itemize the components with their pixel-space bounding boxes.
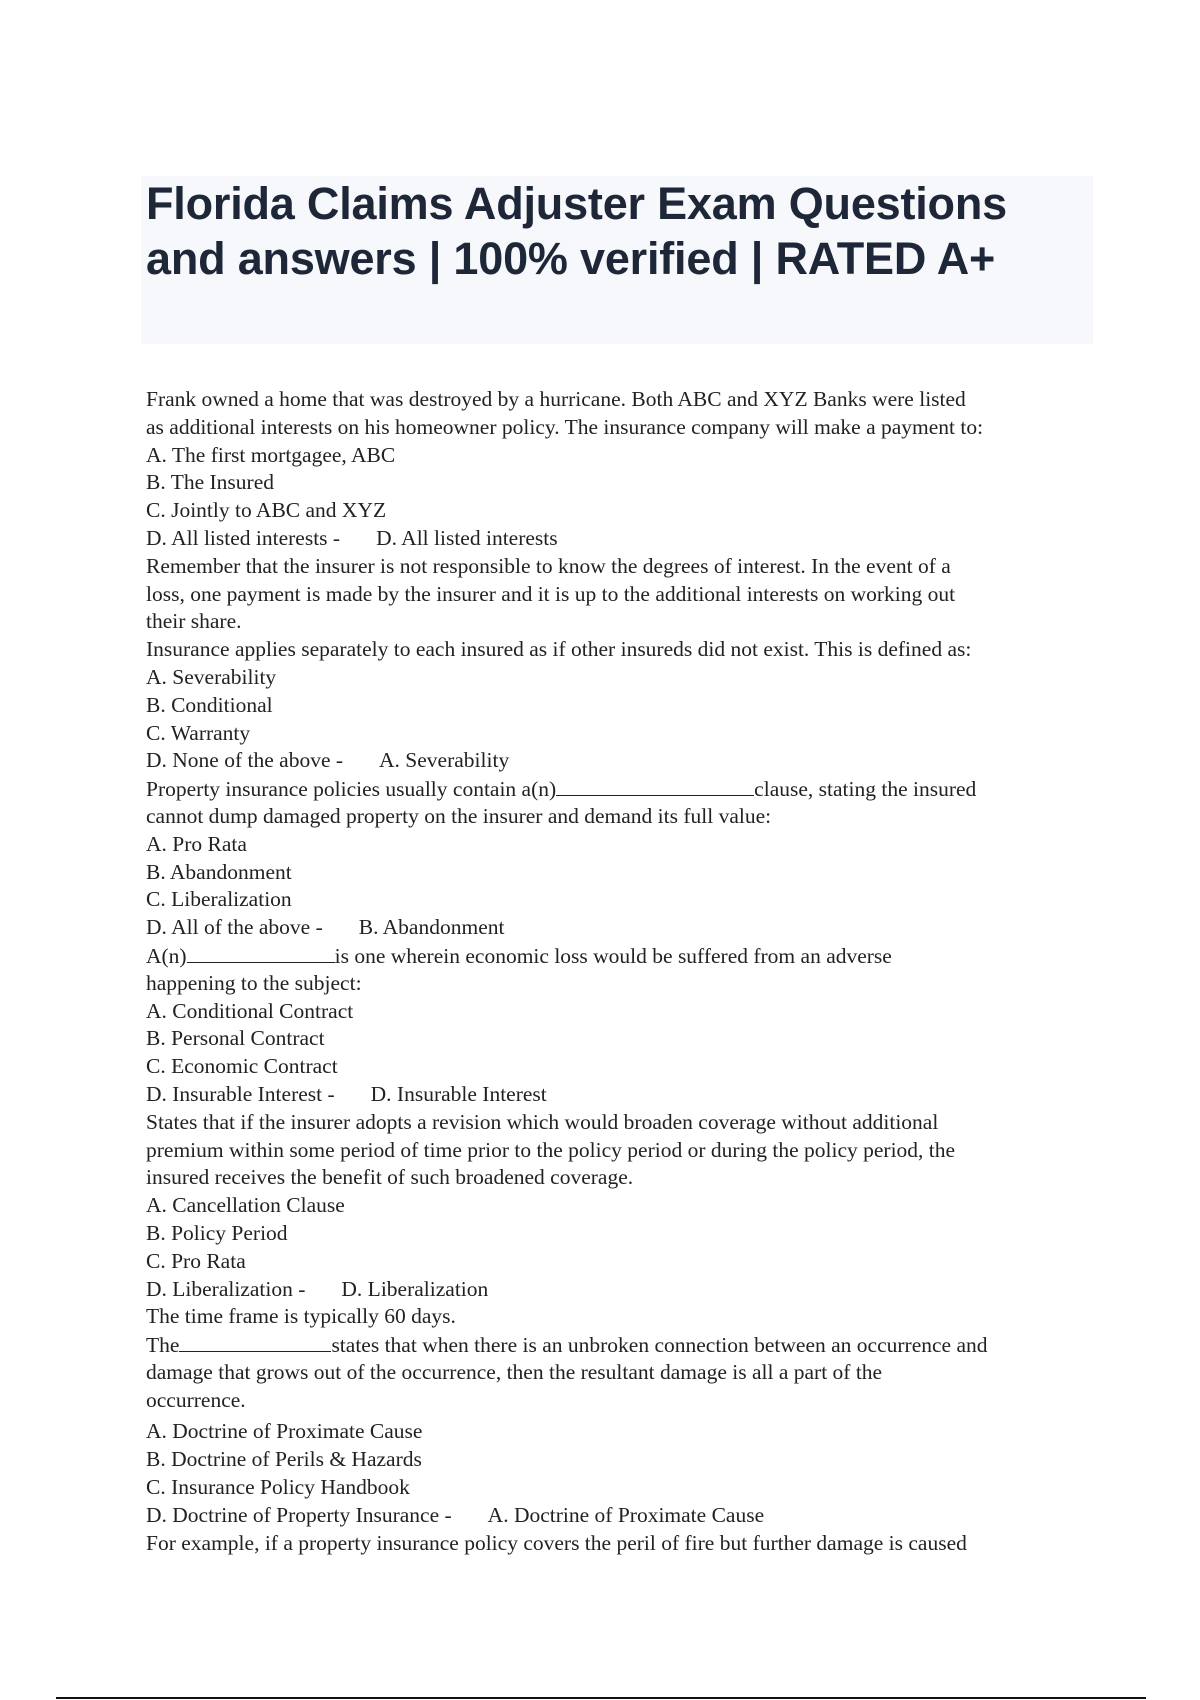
fill-in-blank bbox=[187, 942, 335, 963]
question-3-option-d-row bbox=[146, 914, 1086, 942]
question-5-text-line-1: States that if the insurer adopts a revision which would broaden coverage without additional bbox=[146, 1109, 939, 1134]
question-6-option-c: C. Insurance Policy Handbook bbox=[146, 1475, 410, 1500]
question-3-text-post: clause, stating the insured bbox=[754, 777, 977, 802]
question-1-option-c: C. Jointly to ABC and XYZ bbox=[146, 498, 387, 523]
question-1-option-b: B. The Insured bbox=[146, 470, 274, 495]
document-body bbox=[146, 386, 1086, 1557]
question-4-answer: D. Insurable Interest bbox=[370, 1081, 547, 1106]
question-6-text-pre: The bbox=[146, 1333, 180, 1358]
question-2-text-line-1: Insurance applies separately to each insured as if other insureds did not exist. This is defined as: bbox=[146, 637, 972, 662]
question-6-text-post: states that when there is an unbroken connection between an occurrence and bbox=[331, 1333, 988, 1358]
question-1-answer: D. All listed interests bbox=[376, 525, 558, 550]
question-6-option-d: D. Doctrine of Property Insurance - bbox=[146, 1502, 452, 1527]
question-4-option-c: C. Economic Contract bbox=[146, 1054, 338, 1079]
question-1-option-a: A. The first mortgagee, ABC bbox=[146, 442, 396, 467]
question-2-option-d-row bbox=[146, 747, 1086, 775]
question-4-text-line-1 bbox=[146, 942, 1086, 970]
question-6-text-line-2: damage that grows out of the occurrence, then the resultant damage is all a part of the bbox=[146, 1359, 883, 1384]
question-4-text-line-2: happening to the subject: bbox=[146, 970, 362, 995]
question-2-option-b: B. Conditional bbox=[146, 692, 273, 717]
question-2-answer: A. Severability bbox=[379, 748, 510, 773]
question-4-option-a: A. Conditional Contract bbox=[146, 998, 354, 1023]
question-1-text-line-2: as additional interests on his homeowner policy. The insurance company will make a payment to: bbox=[146, 414, 984, 439]
question-1-option-d: D. All listed interests - bbox=[146, 525, 341, 550]
question-3-text-line-1 bbox=[146, 775, 1086, 803]
fill-in-blank bbox=[556, 775, 754, 796]
question-2-option-a: A. Severability bbox=[146, 664, 277, 689]
question-6-text-line-3: occurrence. bbox=[146, 1387, 246, 1412]
title-line-1: Florida Claims Adjuster Exam Questions bbox=[146, 178, 1007, 229]
question-1-explanation-line-3: their share. bbox=[146, 609, 242, 634]
question-6-text-line-1 bbox=[146, 1331, 1086, 1359]
question-5-option-b: B. Policy Period bbox=[146, 1220, 288, 1245]
question-6-option-d-row bbox=[146, 1502, 1086, 1530]
title-line-2: and answers | 100% verified | RATED A+ bbox=[146, 233, 996, 284]
question-6-explanation-line-1: For example, if a property insurance policy covers the peril of fire but further damage is caused bbox=[146, 1530, 967, 1555]
question-4-option-d-row bbox=[146, 1081, 1086, 1109]
question-6-option-b: B. Doctrine of Perils & Hazards bbox=[146, 1447, 422, 1472]
question-1-explanation-line-2: loss, one payment is made by the insurer and it is up to the additional interests on working out bbox=[146, 581, 956, 606]
question-5-answer: D. Liberalization bbox=[341, 1276, 489, 1301]
question-5-option-a: A. Cancellation Clause bbox=[146, 1193, 345, 1218]
question-3-text-line-2: cannot dump damaged property on the insurer and demand its full value: bbox=[146, 803, 772, 828]
question-3-text-pre: Property insurance policies usually contain a(n) bbox=[146, 777, 557, 802]
question-6-answer: A. Doctrine of Proximate Cause bbox=[487, 1502, 765, 1527]
question-3-option-a: A. Pro Rata bbox=[146, 831, 247, 856]
question-4-option-d: D. Insurable Interest - bbox=[146, 1081, 335, 1106]
question-5-explanation-line-1: The time frame is typically 60 days. bbox=[146, 1304, 456, 1329]
question-3-option-d: D. All of the above - bbox=[146, 915, 323, 940]
question-5-text-line-2: premium within some period of time prior to the policy period or during the policy period, the bbox=[146, 1137, 956, 1162]
question-6-option-a: A. Doctrine of Proximate Cause bbox=[146, 1419, 423, 1444]
question-2-option-d: D. None of the above - bbox=[146, 748, 344, 773]
question-3-answer: B. Abandonment bbox=[358, 915, 505, 940]
question-5-option-d-row bbox=[146, 1276, 1086, 1304]
question-1-text-line-1: Frank owned a home that was destroyed by a hurricane. Both ABC and XYZ Banks were listed bbox=[146, 387, 966, 411]
question-4-text-pre: A(n) bbox=[146, 943, 187, 968]
document-title bbox=[146, 176, 1086, 286]
footer-divider bbox=[56, 1697, 1146, 1699]
question-5-option-c: C. Pro Rata bbox=[146, 1248, 246, 1273]
question-4-text-post: is one wherein economic loss would be suffered from an adverse bbox=[334, 943, 892, 968]
question-1-option-d-row bbox=[146, 525, 1086, 553]
question-5-option-d: D. Liberalization - bbox=[146, 1276, 306, 1301]
question-4-option-b: B. Personal Contract bbox=[146, 1026, 325, 1051]
question-1-explanation-line-1: Remember that the insurer is not responsible to know the degrees of interest. In the event of a bbox=[146, 553, 951, 578]
question-5-text-line-3: insured receives the benefit of such broadened coverage. bbox=[146, 1165, 634, 1190]
question-3-option-c: C. Liberalization bbox=[146, 887, 292, 912]
question-2-option-c: C. Warranty bbox=[146, 720, 251, 745]
question-3-option-b: B. Abandonment bbox=[146, 859, 292, 884]
fill-in-blank bbox=[179, 1331, 331, 1352]
